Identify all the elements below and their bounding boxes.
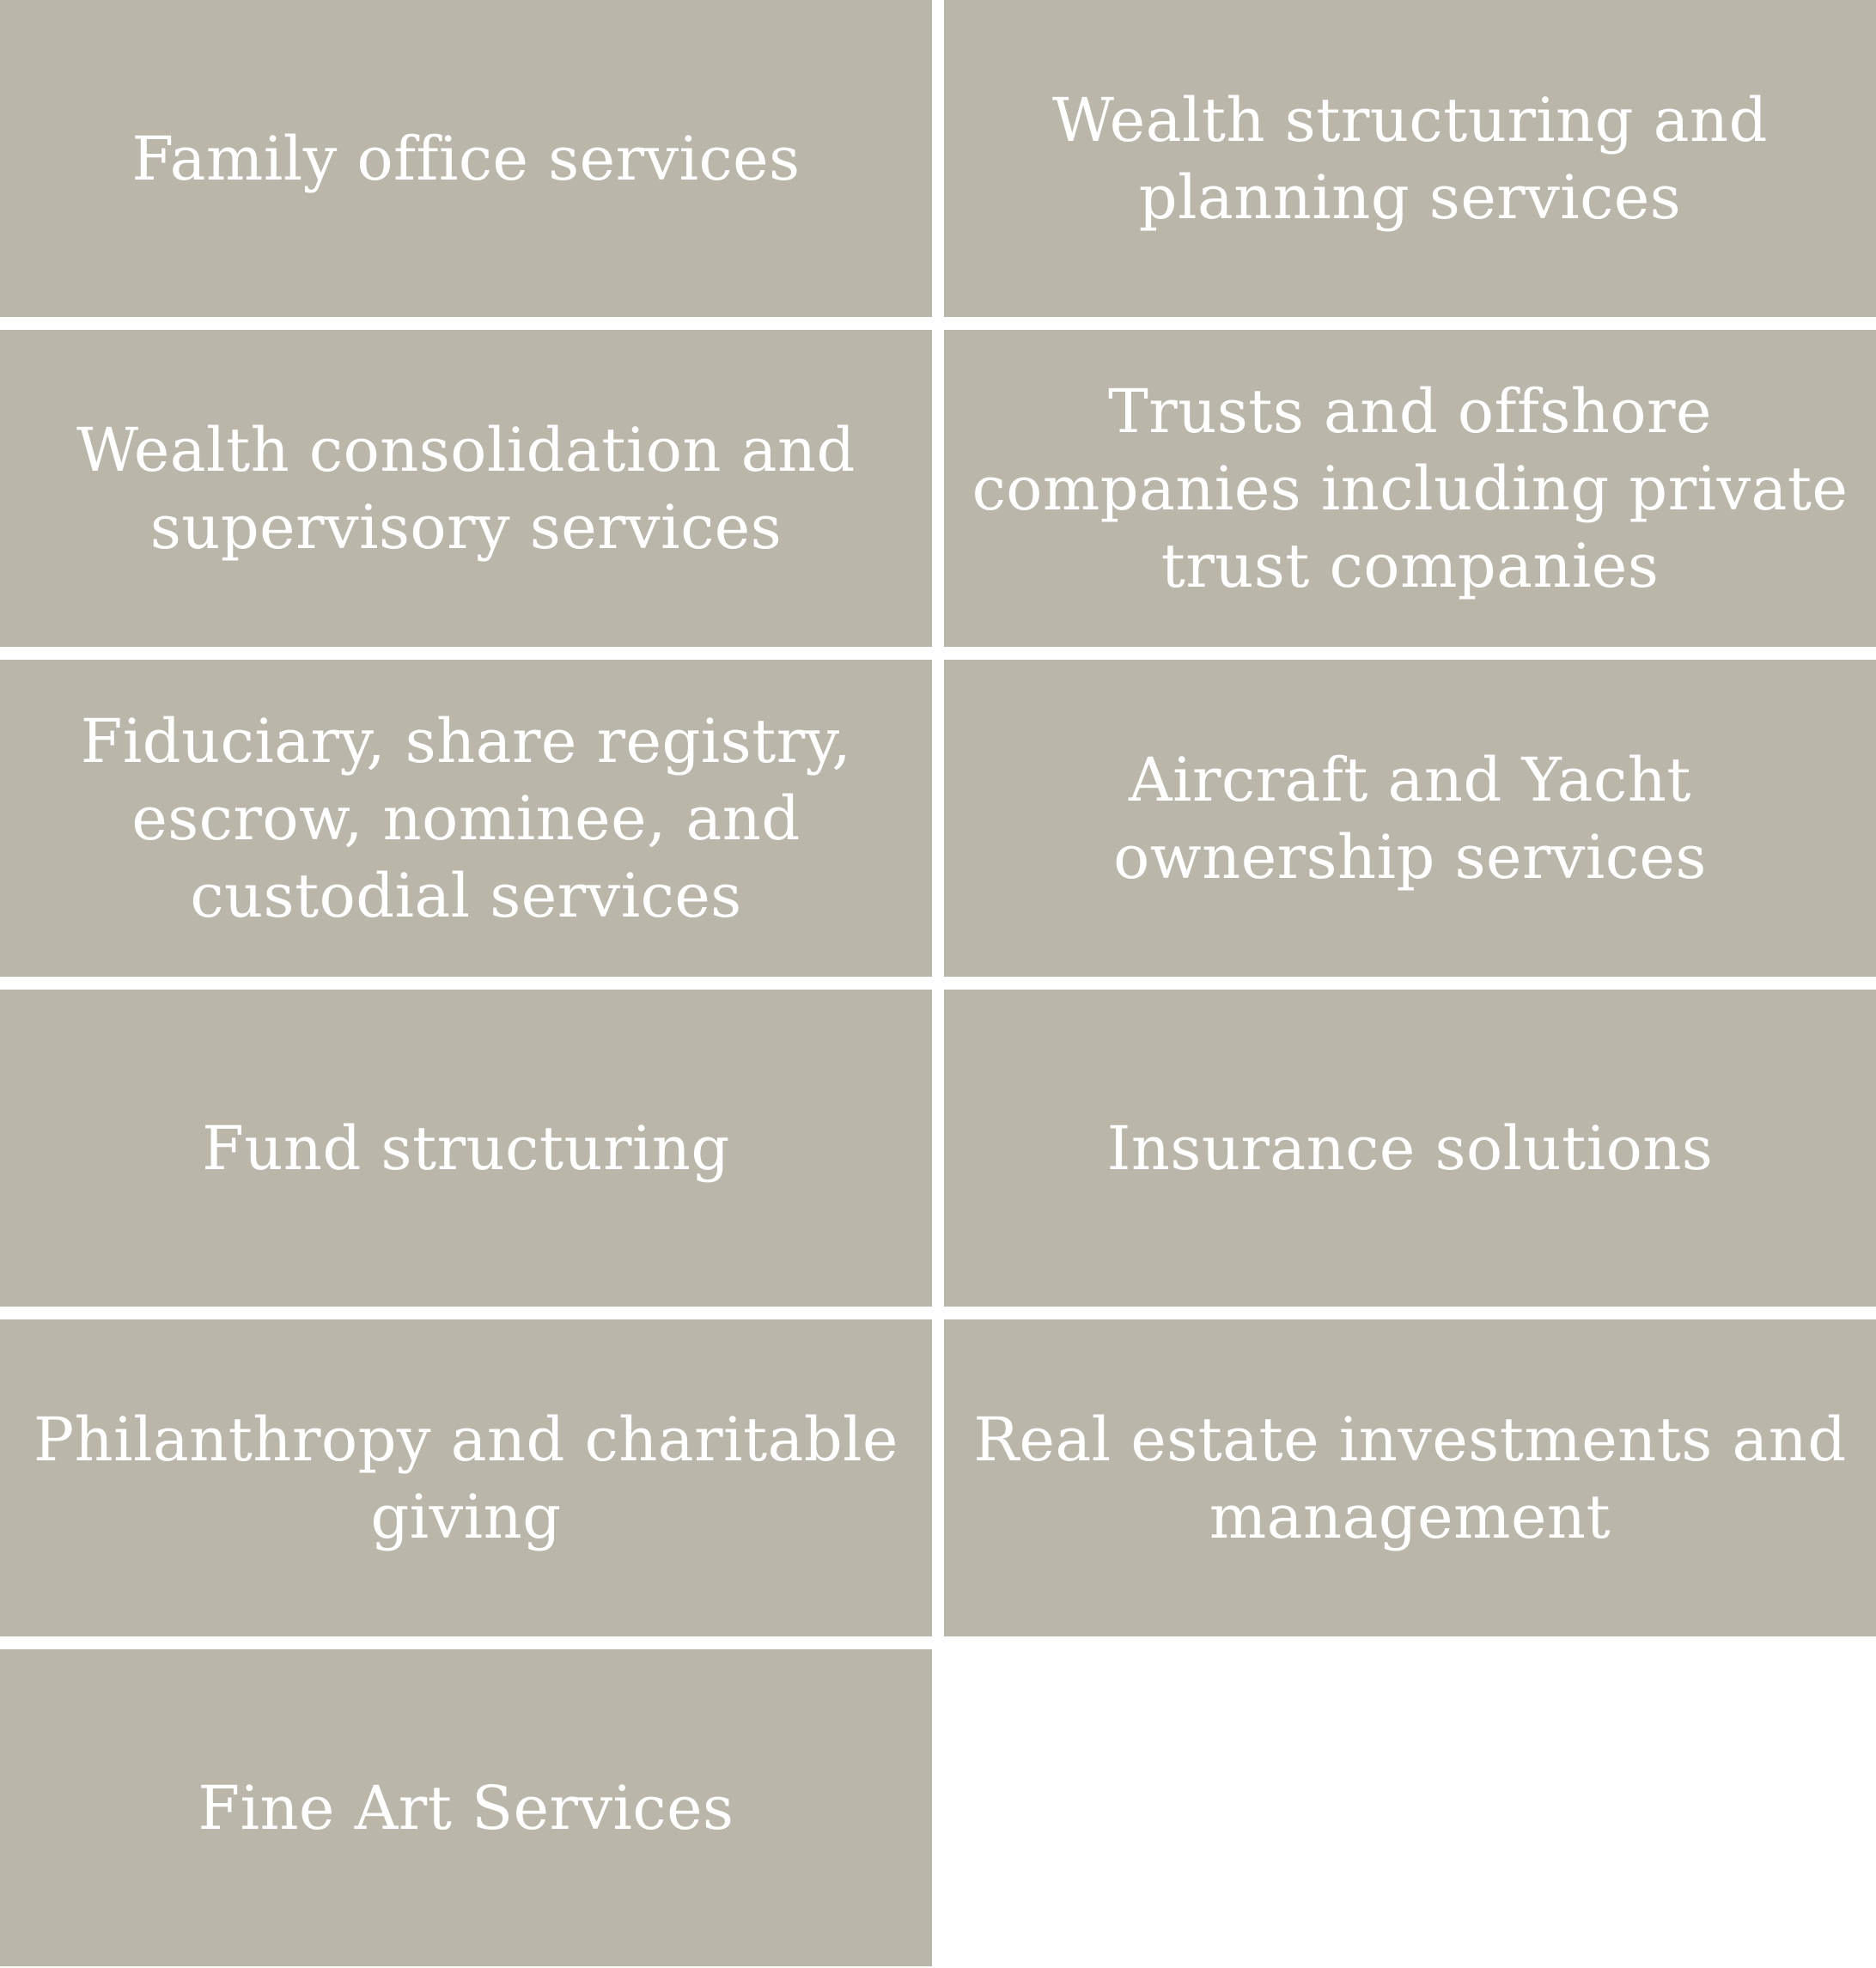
service-tile-fine-art bbox=[0, 1649, 932, 1966]
service-tile-philanthropy bbox=[0, 1319, 932, 1636]
service-label: Fiduciary, share registry, escrow, nominee, and custodial services bbox=[80, 705, 852, 931]
service-tile-trusts-offshore bbox=[944, 330, 1876, 647]
service-label: Insurance solutions bbox=[1106, 1112, 1714, 1184]
service-label: Real estate investments and management bbox=[973, 1404, 1847, 1552]
empty-grid-cell bbox=[944, 1649, 1876, 1966]
service-label: Wealth structuring and planning services bbox=[1052, 84, 1768, 233]
service-label: Fund structuring bbox=[202, 1112, 730, 1184]
service-label: Fine Art Services bbox=[198, 1772, 734, 1843]
service-label: Family office services bbox=[131, 123, 801, 194]
service-label: Philanthropy and charitable giving bbox=[34, 1404, 898, 1552]
service-tile-real-estate bbox=[944, 1319, 1876, 1636]
service-label: Trusts and offshore companies including private trust companies bbox=[971, 375, 1849, 601]
service-label: Wealth consolidation and supervisory services bbox=[76, 414, 856, 563]
service-tile-family-office bbox=[0, 0, 932, 317]
service-label: Aircraft and Yacht ownership services bbox=[1113, 744, 1707, 893]
service-tile-insurance bbox=[944, 990, 1876, 1307]
service-tile-wealth-structuring bbox=[944, 0, 1876, 317]
service-tile-fund-structuring bbox=[0, 990, 932, 1307]
service-tile-fiduciary bbox=[0, 660, 932, 977]
service-tile-aircraft-yacht bbox=[944, 660, 1876, 977]
service-tile-wealth-consolidation bbox=[0, 330, 932, 647]
